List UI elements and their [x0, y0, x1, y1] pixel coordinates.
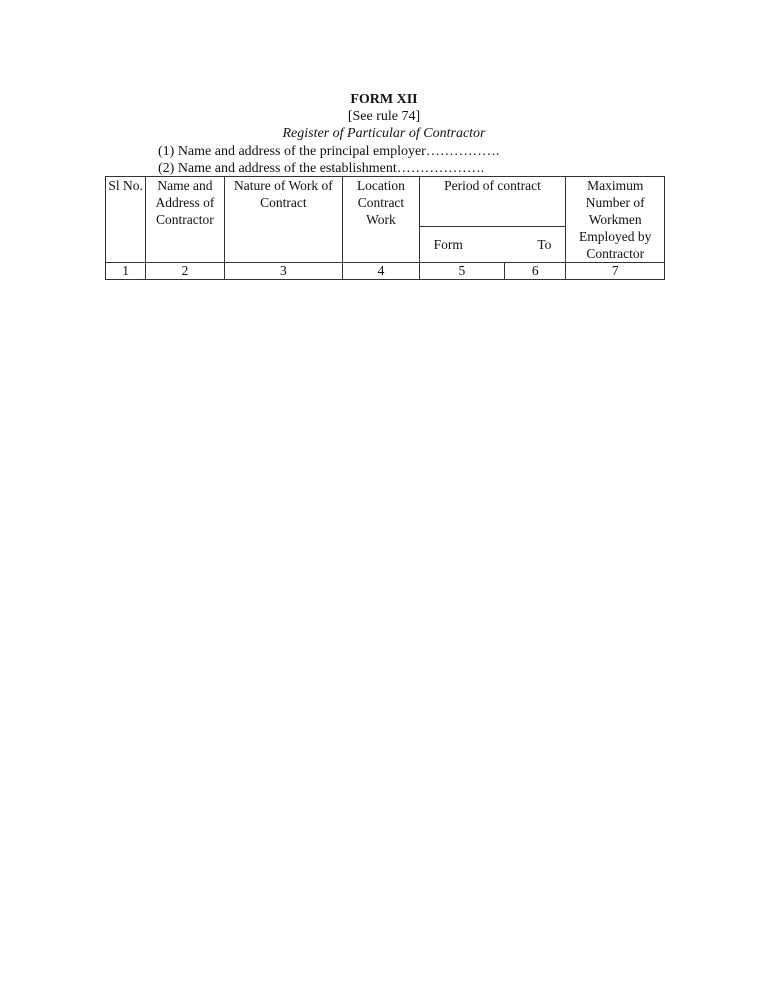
header-period-to: To — [505, 227, 566, 263]
register-title: Register of Particular of Contractor — [282, 126, 486, 141]
header-max-workmen: Maximum Number of Workmen Employed by Contractor — [566, 177, 665, 263]
column-number: 4 — [343, 263, 419, 280]
establishment-label: (2) Name and address of the establishment — [158, 161, 397, 176]
header-nature-of-work: Nature of Work of Contract — [224, 177, 343, 263]
establishment-line — [158, 160, 484, 177]
column-number: 2 — [146, 263, 224, 280]
principal-employer-label: (1) Name and address of the principal employer — [158, 144, 426, 159]
column-number: 5 — [419, 263, 504, 280]
column-number: 3 — [224, 263, 343, 280]
principal-employer-line — [158, 143, 499, 160]
header-period-from: Form — [419, 227, 504, 263]
column-number: 1 — [106, 263, 146, 280]
column-number: 7 — [566, 263, 665, 280]
form-title: FORM XII — [350, 92, 418, 107]
establishment-blank[interactable]: ………………. — [396, 161, 485, 176]
header-row — [106, 177, 665, 227]
principal-employer-blank[interactable]: ……………. — [425, 144, 500, 159]
header-sl-no: Sl No. — [106, 177, 146, 263]
header-period-of-contract: Period of contract — [419, 177, 566, 227]
contractor-register-table — [105, 176, 665, 280]
column-number: 6 — [505, 263, 566, 280]
header-location: Location Contract Work — [343, 177, 419, 263]
header-name-address: Name and Address of Contractor — [146, 177, 224, 263]
column-number-row — [106, 263, 665, 280]
rule-reference: [See rule 74] — [347, 109, 421, 124]
